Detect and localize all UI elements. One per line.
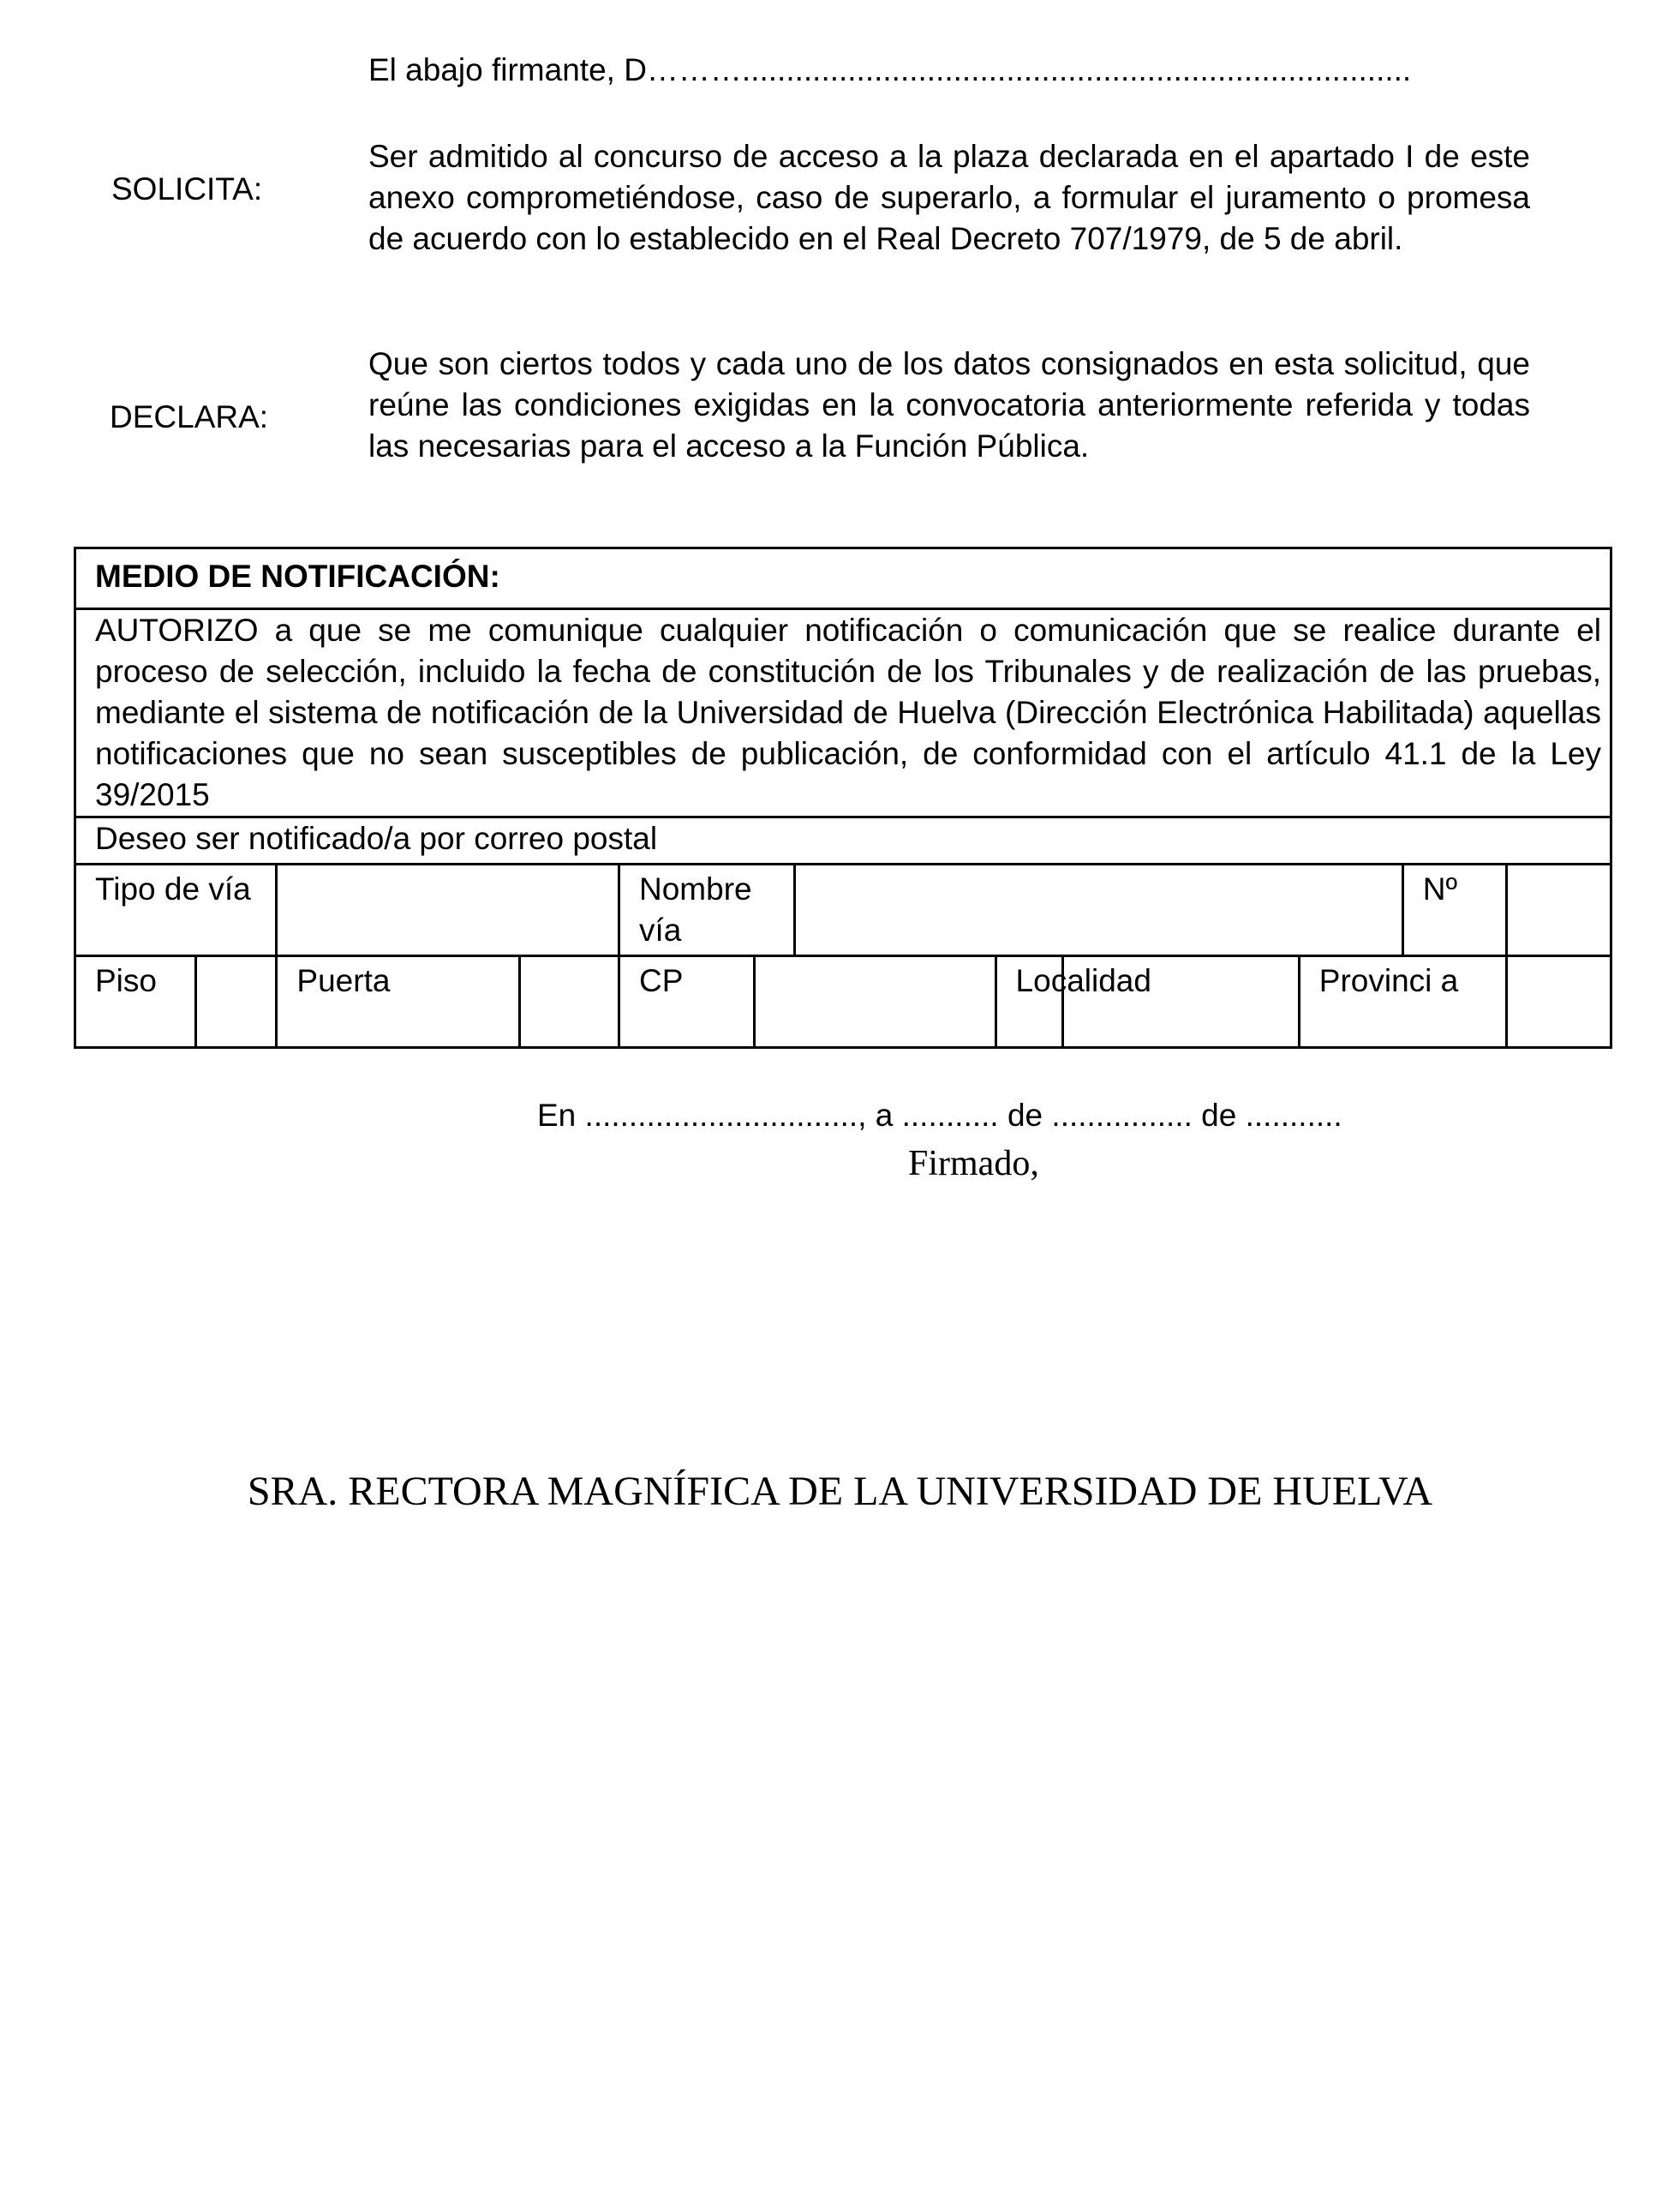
piso-field[interactable] [196,956,277,1048]
intro-line: El abajo firmante, D………............................................................................ [368,52,1412,87]
declara-label: DECLARA: [110,399,269,434]
nombre-via-label: Nombre vía [619,865,795,956]
nombre-via-field[interactable] [795,865,1403,956]
piso-label: Piso [75,956,196,1048]
tipo-via-field[interactable] [277,865,619,956]
provincia-label: Provinci a [1299,956,1506,1048]
puerta-label: Puerta [277,956,520,1048]
numero-label: Nº [1402,865,1506,956]
solicita-label: SOLICITA: [111,171,263,207]
localidad-label: Localidad [995,956,1063,1048]
recipient-line: SRA. RECTORA MAGNÍFICA DE LA UNIVERSIDAD DE HUELVA [247,1469,1433,1514]
authorization-text: AUTORIZO a que se me comunique cualquier notificación o comunicación que se realice durante el proceso de selección, incluido la fecha de constitución de los Tribunales y de realización de las pruebas, mediante el sistema de notificación de la Universidad de Huelva (Dirección Electrónica Habilitada) aquellas notificaciones que no sean susceptibles de publicación, de conformidad con el artículo 41.1 de la Ley 39/2015 [75,609,1611,817]
puerta-field[interactable] [520,956,619,1048]
cp-label: CP [619,956,755,1048]
provincia-field[interactable] [1506,956,1611,1048]
signed-label: Firmado, [908,1144,1039,1183]
postal-option[interactable]: Deseo ser notificado/a por correo postal [75,817,1611,865]
declara-text: Que son ciertos todos y cada uno de los datos consignados en esta solicitud, que reúne las condiciones exigidas en la convocatoria anteriormente referida y todas las necesarias para el acceso a la Función Pública. [368,346,1530,464]
notification-header: MEDIO DE NOTIFICACIÓN: [75,548,1611,609]
numero-field[interactable] [1506,865,1611,956]
notification-table [74,547,1612,1049]
place-date-line: En ..............................., a ........... de ................ de ........... [537,1098,1342,1133]
solicita-text: Ser admitido al concurso de acceso a la plaza declarada en el apartado I de este anexo comprometiéndose, caso de superarlo, a formular el juramento o promesa de acuerdo con lo establecido en el Real Decreto 707/1979, de 5 de abril. [368,139,1530,256]
cp-field[interactable] [754,956,995,1048]
tipo-via-label: Tipo de vía [75,865,277,956]
